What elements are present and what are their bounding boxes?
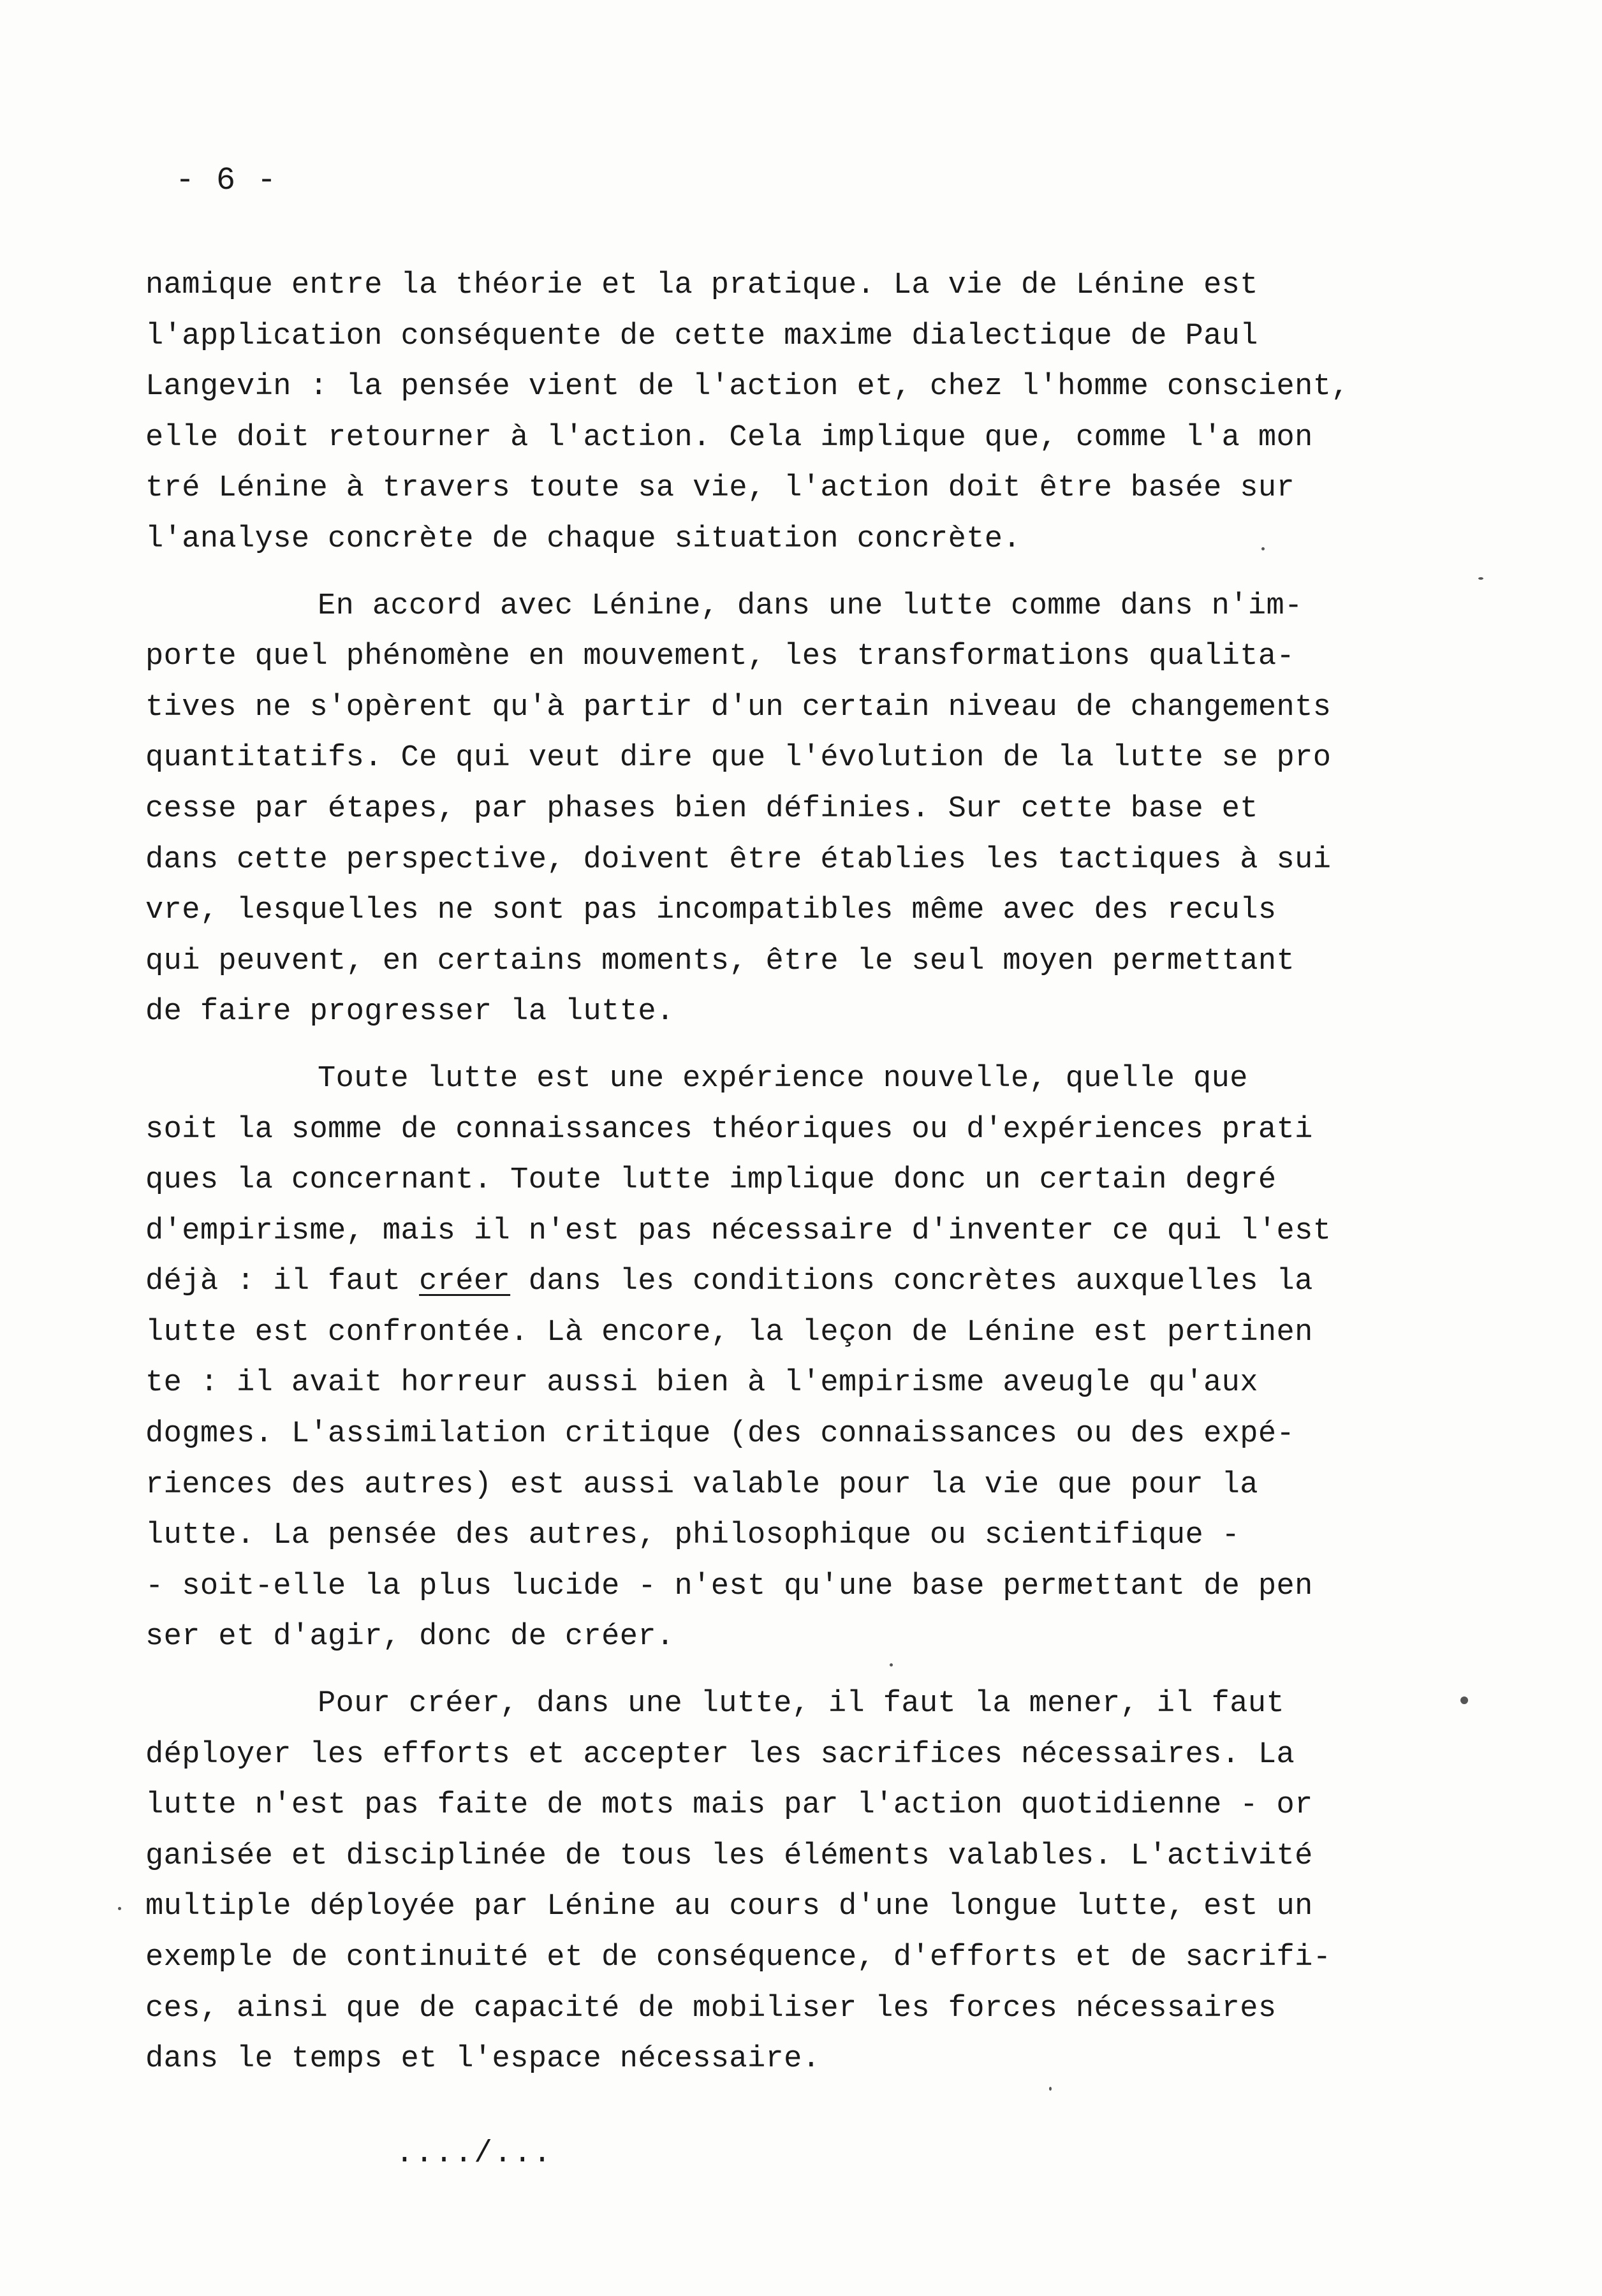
text-line: Toute lutte est une expérience nouvelle, quelle que: [318, 1061, 1248, 1096]
text-line: dans cette perspective, doivent être établies les tactiques à sui: [145, 843, 1332, 877]
text-line: ces, ainsi que de capacité de mobiliser les forces nécessaires: [145, 1991, 1277, 2026]
text-line: Pour créer, dans une lutte, il faut la mener, il faut: [318, 1687, 1285, 1721]
text-line: l'application conséquente de cette maxime dialectique de Paul: [145, 319, 1258, 353]
text-line: namique entre la théorie et la pratique. La vie de Lénine est: [145, 269, 1258, 302]
paragraph: [145, 260, 1421, 565]
text-line: quantitatifs. Ce qui veut dire que l'évolution de la lutte se pro: [145, 741, 1332, 776]
paper-speck: [1049, 2087, 1052, 2091]
text-line: cesse par étapes, par phases bien définies. Sur cette base et: [145, 791, 1258, 826]
text-line: dans le temps et l'espace nécessaire.: [145, 2042, 821, 2077]
text-line: déjà : il faut créer dans les conditions concrètes auxquelles la: [145, 1265, 1313, 1299]
text-line: déployer les efforts et accepter les sacrifices nécessaires. La: [145, 1737, 1295, 1772]
page-number: - 6 -: [175, 163, 278, 199]
text-line: Langevin : la pensée vient de l'action et, chez l'homme conscient,: [145, 370, 1349, 404]
text-line: riences des autres) est aussi valable pour la vie que pour la: [145, 1468, 1258, 1502]
paper-speck: [1460, 1696, 1468, 1704]
paragraph: [145, 581, 1421, 1038]
text-line: tré Lénine à travers toute sa vie, l'action doit être basée sur: [145, 471, 1295, 506]
text-line: ques la concernant. Toute lutte implique donc un certain degré: [145, 1163, 1277, 1198]
text-line: ser et d'agir, donc de créer.: [145, 1620, 675, 1654]
text-line: En accord avec Lénine, dans une lutte comme dans n'im-: [318, 589, 1303, 623]
text-line: dogmes. L'assimilation critique (des connaissances ou des expé-: [145, 1417, 1295, 1452]
text-line: multiple déployée par Lénine au cours d'une longue lutte, est un: [145, 1890, 1313, 1924]
paragraph: [145, 1054, 1421, 1663]
text-line: l'analyse concrète de chaque situation concrète.: [145, 522, 1022, 556]
paper-speck: [890, 1663, 893, 1667]
text-line: tives ne s'opèrent qu'à partir d'un certain niveau de changements: [145, 690, 1332, 725]
paper-speck: [1261, 547, 1265, 550]
text-line: vre, lesquelles ne sont pas incompatibles même avec des reculs: [145, 894, 1277, 928]
text-line: elle doit retourner à l'action. Cela implique que, comme l'a mon: [145, 420, 1313, 455]
text-line: exemple de continuité et de conséquence, d'efforts et de sacrifi-: [145, 1941, 1332, 1975]
text-line: d'empirisme, mais il n'est pas nécessaire d'inventer ce qui l'est: [145, 1214, 1332, 1248]
body-text: [145, 260, 1421, 2101]
paper-speck: [118, 1907, 121, 1910]
text-line: qui peuvent, en certains moments, être le seul moyen permettant: [145, 944, 1295, 978]
text-line: ganisée et disciplinée de tous les éléments valables. L'activité: [145, 1839, 1313, 1873]
text-line: porte quel phénomène en mouvement, les transformations qualita-: [145, 640, 1295, 674]
text-line: soit la somme de connaissances théoriques ou d'expériences prati: [145, 1112, 1313, 1147]
underlined-word: créer: [419, 1265, 511, 1299]
continuation-mark: ..../...: [395, 2137, 553, 2171]
paper-speck: [1478, 577, 1483, 580]
text-line: lutte. La pensée des autres, philosophique ou scientifique -: [145, 1519, 1240, 1553]
text-line: lutte est confrontée. Là encore, la leçon de Lénine est pertinen: [145, 1315, 1313, 1350]
text-line: lutte n'est pas faite de mots mais par l'action quotidienne - or: [145, 1788, 1313, 1823]
text-line: - soit-elle la plus lucide - n'est qu'une base permettant de pen: [145, 1569, 1313, 1603]
text-line: de faire progresser la lutte.: [145, 995, 675, 1029]
text-line: te : il avait horreur aussi bien à l'empirisme aveugle qu'aux: [145, 1366, 1258, 1401]
paragraph: [145, 1679, 1421, 2085]
